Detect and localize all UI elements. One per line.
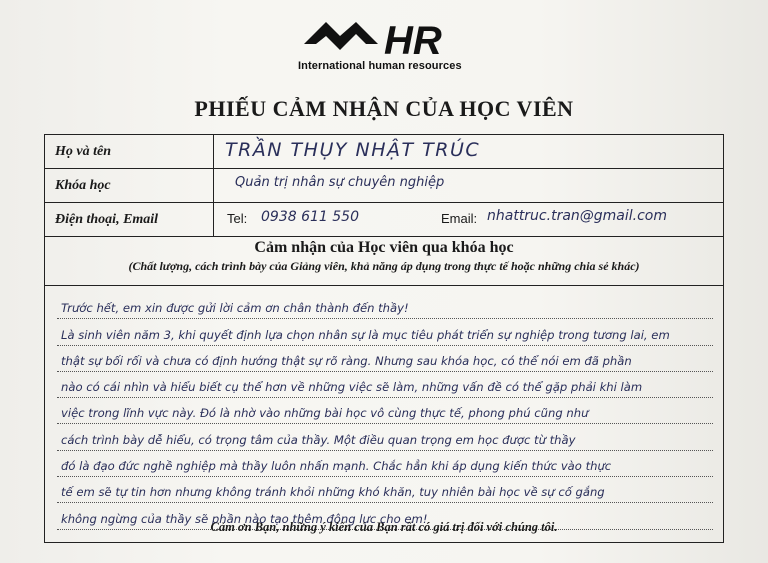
feedback-line (57, 451, 713, 477)
feedback-line-text: thật sự bối rối và chưa có định hướng thật sự rõ ràng. Nhưng sau khóa học, có thể nói em đã phần (61, 353, 632, 368)
whr-logo-mark (300, 14, 480, 62)
feedback-line-text: cách trình bày dễ hiểu, có trọng tâm của thầy. Một điều quan trọng em học được từ thầy (61, 432, 576, 447)
feedback-subheading: (Chất lượng, cách trình bày của Giảng viên, khả năng áp dụng trong thực tế hoặc những chia sẻ khác) (128, 259, 640, 273)
email-label: Email: (441, 211, 478, 226)
course-label: Khóa học (55, 178, 111, 193)
feedback-line (57, 477, 713, 503)
feedback-line-text: tế em sẽ tự tin hơn nhưng không tránh khỏi những khó khăn, tuy nhiên bài học về sự cố gắng (61, 485, 605, 500)
tel-value: 0938 611 550 (261, 209, 359, 225)
email-value: nhattruc.tran@gmail.com (487, 208, 668, 224)
name-row (45, 135, 723, 169)
feedback-line-text: Trước hết, em xin được gửi lời cảm ơn chân thành đến thầy! (61, 301, 409, 316)
name-label: Họ và tên (55, 144, 111, 159)
tel-label: Tel: (227, 211, 248, 226)
feedback-line (57, 424, 713, 450)
feedback-line-text: việc trong lĩnh vực này. Đó là nhờ vào những bài học vô cùng thực tế, phong phú cũng như (61, 406, 589, 421)
feedback-line-text: không ngừng của thầy sẽ phần nào tạo thêm động lực cho em! (61, 511, 428, 526)
thank-you-footer: Cảm ơn Bạn, những ý kiến của Bạn rất có giá trị đối với chúng tôi. (210, 520, 558, 534)
feedback-line (57, 398, 713, 424)
feedback-line-text: Là sinh viên năm 3, khi quyết định lựa chọn nhân sự là mục tiêu phát triển sự nghiệp trong tương lai, em (61, 327, 670, 342)
logo-subtitle: International human resources (298, 60, 462, 72)
form-title: PHIẾU CẢM NHẬN CỦA HỌC VIÊN (194, 96, 574, 121)
logo-mark-text: HR (384, 19, 442, 62)
feedback-lines (57, 293, 713, 530)
contact-label: Điện thoại, Email (55, 212, 159, 227)
feedback-line (57, 372, 713, 398)
feedback-header-divider (45, 285, 723, 286)
feedback-line (57, 293, 713, 319)
feedback-line-text: nào có cái nhìn và hiểu biết cụ thể hơn về những việc sẽ làm, những vấn đề có thể gặp phải khi làm (61, 380, 643, 395)
course-value: Quản trị nhân sự chuyên nghiệp (235, 175, 445, 190)
form-table (44, 134, 724, 543)
contact-row (45, 203, 723, 237)
feedback-heading: Cảm nhận của Học viên qua khóa học (254, 239, 514, 256)
name-value: TRẦN THỤY NHẬT TRÚC (225, 139, 481, 161)
feedback-line-text: đó là đạo đức nghề nghiệp mà thầy luôn nhấn mạnh. Chắc hẳn khi áp dụng kiến thức vào thực (61, 459, 612, 474)
feedback-line (57, 346, 713, 372)
course-row (45, 169, 723, 203)
feedback-line (57, 319, 713, 345)
